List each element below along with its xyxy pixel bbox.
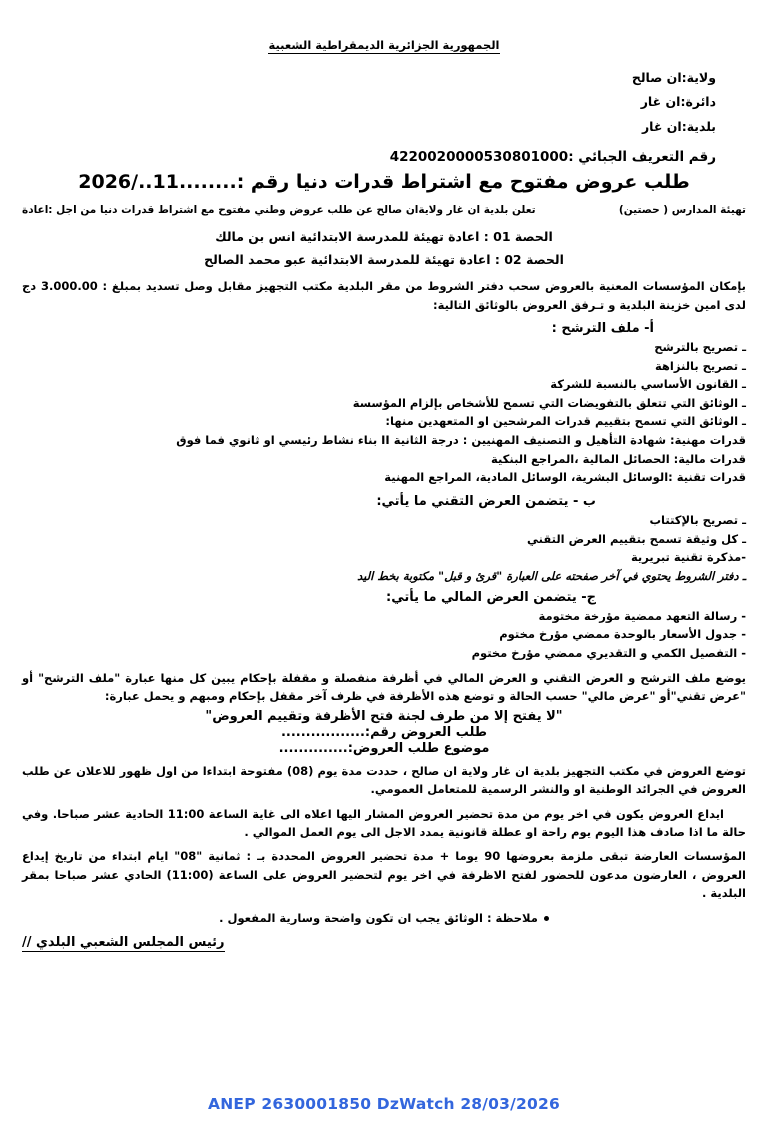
envelope-paragraph: يوضع ملف الترشح و العرض التقني و العرض المالي في أظرفة منفصلة و مقفلة بإحكام يبين كل منها عبارة "ملف الترشح" أو "عرض تقني"أو "عرض مالي" حسب الحالة و توضع هذه الأظرفة في ظرف آخر مقفل بإحكام ومبهم و يحمل عبارة: [22,670,746,704]
signature-text: رئيس المجلس الشعبي البلدي // [22,934,225,950]
tender-subject-blank: موضوع طلب العروض:.............. [278,740,490,756]
tender-number-blank: طلب العروض رقم:................. [280,724,488,740]
validity-paragraph: المؤسسات العارضة تبقى ملزمة بعروضها 90 يوما + مدة تحضير العروض المحددة بـ : ثمانية "08" ايام ابتداء من تاريخ إيداع العروض ، العارضون مدعون للحضور لفتح الاظرفة في اخر يوم لتحضير العروض على الساعة (11:00) الحادي عشر صباحا بمقر البلدية . [22,849,746,901]
section-c-items [22,607,746,663]
list-item: - التفصيل الكمي و التقديري ممضي مؤرخ مختوم [471,646,746,661]
national-header [22,38,746,52]
withdrawal-paragraph: بإمكان المؤسسات المعنية بالعروض سحب دفتر الشروط من مقر البلدية مكتب التجهيز مقابل وصل تسديد بمبلغ : 3.000.00 دج لدى امين خزينة البلدية و تـرفق العروض بالوثائق التالية: [22,279,746,312]
section-a-heading: أ- ملف الترشح : [551,320,654,336]
anep-footer: ANEP 2630001850 DzWatch 28/03/2026 [208,1095,560,1113]
section-b-handwritten-item: ـ دفتر الشروط يحتوي في آخر صفحته على العبارة "قرئ و قبل" مكتوبة بخط اليد [357,568,746,583]
list-item: ـ القانون الأساسي بالنسبة للشركة [550,377,746,392]
page-title: طلب عروض مفتوح مع اشتراط قدرات دنيا رقم :........11../2026 [78,171,690,194]
wilaya-line: ولاية:ان صالح [631,70,716,85]
list-item: ـ كل وثيقة تسمح بتقييم العرض التقني [527,531,746,546]
lots-list [22,225,746,271]
list-item: ـ تصريح بالإكتتاب [649,512,746,527]
capacity-technical: قدرات تقنية :الوسائل البشرية، الوسائل المادية، المراجع المهنية [384,470,746,485]
lot-item-01: الحصة 01 : اعادة تهيئة للمدرسة الابتدائية انس بن مالك [215,228,553,244]
lot-item-02: الحصة 02 : اعادة تهيئة للمدرسة الابتدائية عبو محمد الصالح [204,252,564,267]
note-line [22,911,746,925]
announcement-text: تعلن بلدية ان غار ولاية‌ان صالح عن طلب عروض وطني مفتوح مع اشتراط قدرات دنيا من اجل :اعادة [22,204,536,217]
section-a-items [22,338,746,431]
announcement-subject: تهيئة المدارس ( حصتين) [618,204,746,217]
section-c-heading: ج- يتضمن العرض المالي ما يأتي: [386,589,596,605]
list-item: - رسالة التعهد ممضية مؤرخة مختومة [538,608,746,623]
administrative-block [22,66,746,139]
signature-block [22,931,746,950]
sealed-envelope-quote: "لا يفتح إلا من طرف لجنة فتح الأظرفة وتقييم العروض" [205,708,563,724]
section-b-heading: ب - يتضمن العرض التقني ما يأتي: [376,493,596,509]
list-item: -مذكرة تقنية تبريرية [630,550,746,565]
list-item: ـ الوثائق التي تسمح بتقييم قدرات المرشحين او المتعهدين منها: [385,414,746,429]
capacity-professional: قدرات مهنية: شهادة التأهيل و التصنيف المهنيين : درجة الثانية II بناء نشاط رئيسي او ثانوي فما فوق [176,433,746,448]
baladia-line: بلدية:ان غار [641,118,716,134]
deadline-paragraph: ايداع العروض يكون في اخر يوم من مدة تحضير العروض المشار اليها اعلاه الى غاية الساعة 11:00 الحادية عشر صباحا. وفي حالة ما اذا صادف هذا اليوم يوم راحة او عطلة قانونية يمدد الاجل الى يوم العمل الموالي . [22,806,746,840]
deposit-paragraph: توضع العروض في مكتب التجهيز بلدية ان غار ولاية ان صالح ، حددت مدة يوم (08) مفتوحة ابتداءا من اول ظهور للاعلان عن طلب العروض في الجرائد الوطنية او والنشر الرسمية للمتعامل العمومي. [22,763,746,797]
fiscal-identification-number: رقم التعريف الجبائي :4220020000530801000 [389,149,716,166]
list-item: ـ تصريح بالترشح [654,339,746,354]
list-item: ـ الوثائق التي تتعلق بالتفويضات التي تسمح للأشخاص بإلزام المؤسسة [352,395,746,410]
section-b-items [22,511,746,567]
announcement-row [22,203,746,219]
capacity-financial: قدرات مالية: الحصائل المالية ،المراجع البنكية [491,451,746,466]
daira-line: دائرة:ان غار [640,94,716,110]
bullet-dot-icon [544,916,549,921]
note-text: ملاحظة : الوثائق يجب ان تكون واضحة وسارية المفعول . [219,910,538,925]
list-item: ـ تصريح بالنزاهة [654,358,746,373]
list-item: - جدول الأسعار بالوحدة ممضي مؤرخ مختوم [499,627,746,642]
national-header-text: الجمهورية الجزائرية الديمقراطية الشعبية [268,38,500,52]
